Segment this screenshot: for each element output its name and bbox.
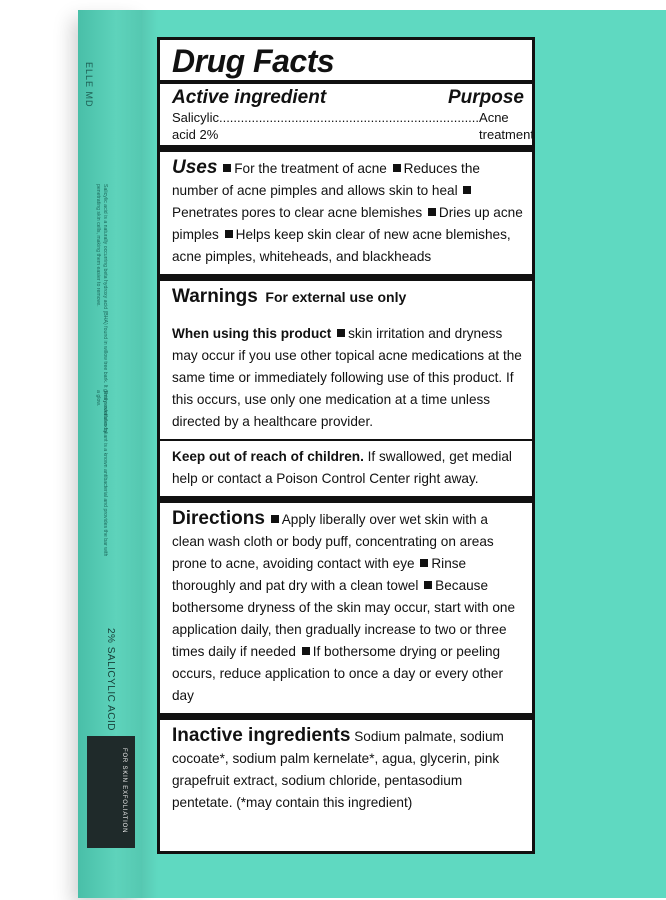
spacer [172,309,524,323]
uses-section [160,145,532,274]
side-description: Salicylic acid is a naturally occurring beta hydroxy acid (BHA) found in willow tree bark. It gently exfoliates by penetrating skin cells, making them easier to remove. [95,184,108,434]
warnings-subtitle: For external use only [265,289,407,305]
use-item: For the treatment of acne [234,161,387,176]
dot-leader: ........................................................................ [218,110,480,125]
bullet-icon [302,647,310,655]
side-description-2: This powerful exfoliant is a known antibacterial and provides the bar with a glow. [95,390,108,557]
inactive-ingredients-text: Sodium palmate, sodium cocoate*, sodium palm kernelate*, agua, glycerin, pink grapefruit extract, sodium chloride, pentasodium pentetate. (*may contain this ingredient) [172,729,504,810]
bullet-icon [424,581,432,589]
directions-section [160,496,532,713]
direction-item: If bothersome drying or peeling occurs, reduce application to once a day or every other day [172,644,503,703]
warnings-title: Warnings [172,286,258,307]
bullet-icon [225,230,233,238]
bullet-icon [271,515,279,523]
direction-item: Rinse thoroughly and pat dry with a clean towel [172,556,467,593]
side-tag-text: FOR SKIN EXFOLIATION [121,748,127,834]
use-item: Reduces the number of acne pimples and allows skin to heal [172,161,480,198]
drug-facts-title: Drug Facts [172,43,335,79]
direction-item: Because bothersome dryness of the skin may occur, start with one application daily, then gradually increase to two or three times daily if needed [172,578,516,659]
uses-title: Uses [172,157,218,178]
bullet-icon [428,208,436,216]
active-ingredient-row [172,109,534,143]
directions-title: Directions [172,508,265,529]
divider [160,80,532,84]
warnings-section [160,274,532,439]
active-ingredient-header [172,87,524,109]
bullet-icon [420,559,428,567]
use-item: Penetrates pores to clear acne blemishes [172,205,423,220]
keep-out-label: Keep out of reach of children. [172,449,364,464]
purpose-value: Acne treatment [479,110,534,142]
use-item: Dries up acne pimples [172,205,523,242]
direction-item: Apply liberally over wet skin with a clean wash cloth or body puff, concentrating on areas prone to acne, avoiding contact with eye [172,512,494,571]
keep-out-section [160,439,532,496]
inactive-ingredients-title: Inactive ingredients [172,725,351,746]
box-edge-shade [142,10,158,898]
side-brand-logo: ELLE MD [84,62,94,108]
side-salicylic-label: 2% SALICYLIC ACID [105,628,116,731]
bullet-icon [337,329,345,337]
when-using-text: skin irritation and dryness may occur if you use other topical acne medications at the same time or immediately following use of this product. If this occurs, use only one medication at a time unless directed by a healthcare provider. [172,326,522,429]
bullet-icon [463,186,471,194]
inactive-ingredients-section [160,713,532,820]
use-item: Helps keep skin clear of new acne blemishes, acne pimples, whiteheads, and blackheads [172,227,511,264]
bullet-icon [223,164,231,172]
active-ingredient-heading: Active ingredient [172,87,327,108]
purpose-heading: Purpose [447,87,524,108]
active-ingredient-name: Salicylic acid 2% [172,110,219,142]
bullet-icon [393,164,401,172]
when-using-label: When using this product [172,326,332,341]
drug-facts-label [157,37,535,854]
keep-out-text: If swallowed, get medial help or contact a Poison Control Center right away. [172,449,512,486]
